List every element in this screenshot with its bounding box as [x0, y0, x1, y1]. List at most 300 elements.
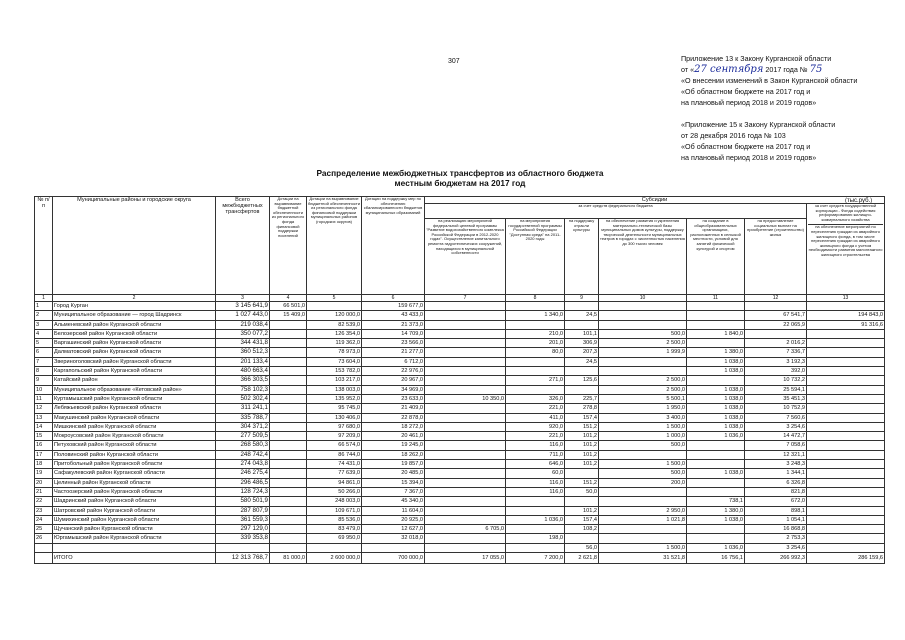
amount-cell: 2 500,0 [599, 385, 687, 394]
amount-cell: 221,0 [506, 432, 565, 441]
amount-cell: 1 500,0 [599, 543, 687, 552]
amount-cell [506, 302, 565, 311]
amount-cell: 711,0 [506, 450, 565, 459]
amount-cell: 7 560,6 [745, 413, 807, 422]
amount-cell [425, 497, 506, 506]
table-row [35, 543, 885, 552]
amount-cell [807, 469, 885, 478]
amount-cell: 128 724,3 [216, 487, 270, 496]
amount-cell: 16 756,1 [687, 553, 745, 564]
amount-cell: 266 992,3 [745, 553, 807, 564]
municipality-name: Мокроусовский район Курганской области [53, 432, 216, 441]
amount-cell: 360 512,3 [216, 348, 270, 357]
header-subsidies: Субсидии [425, 197, 885, 204]
amount-cell [506, 497, 565, 506]
amount-cell: 198,0 [506, 534, 565, 543]
amount-cell: 73 604,0 [307, 357, 362, 366]
row-number: 3 [35, 320, 53, 329]
amount-cell: 120 000,0 [307, 311, 362, 320]
amount-cell: 672,0 [745, 497, 807, 506]
amount-cell: 153 782,0 [307, 367, 362, 376]
amount-cell: 1 500,0 [599, 460, 687, 469]
amount-cell [270, 394, 307, 403]
amount-cell [425, 302, 506, 311]
amount-cell [687, 478, 745, 487]
amount-cell: 1 840,0 [687, 329, 745, 338]
amount-cell [807, 385, 885, 394]
table-row [35, 413, 885, 422]
amount-cell [425, 469, 506, 478]
amount-cell [270, 357, 307, 366]
amount-cell [425, 329, 506, 338]
amount-cell: 1 027 443,0 [216, 311, 270, 320]
amount-cell [565, 367, 599, 376]
amount-cell: 60,0 [506, 469, 565, 478]
row-number: 8 [35, 367, 53, 376]
amount-cell [599, 525, 687, 534]
amount-cell: 248 003,0 [307, 497, 362, 506]
table-row [35, 506, 885, 515]
row-number: 1 [35, 302, 53, 311]
amount-cell: 277 509,5 [216, 432, 270, 441]
amount-cell [506, 385, 565, 394]
amount-cell: 335 788,7 [216, 413, 270, 422]
amount-cell: 81 000,0 [270, 553, 307, 564]
municipality-name: Шумихинский район Курганской области [53, 515, 216, 524]
header-col-6: Дотации на поддержку мер по обеспечению сбалансированности бюджетов муниципальных образований [362, 197, 425, 295]
row-number: 15 [35, 432, 53, 441]
amount-cell: 24,5 [565, 357, 599, 366]
amount-cell: 138 003,0 [307, 385, 362, 394]
municipality-name: Щучанский район Курганской области [53, 525, 216, 534]
amount-cell [270, 376, 307, 385]
table-row [35, 450, 885, 459]
amount-cell: 1 500,0 [599, 422, 687, 431]
amount-cell: 2 500,0 [599, 376, 687, 385]
amount-cell: 23 633,0 [362, 394, 425, 403]
amount-cell: 366 303,5 [216, 376, 270, 385]
amount-cell [425, 376, 506, 385]
amount-cell [807, 525, 885, 534]
amount-cell [687, 450, 745, 459]
amount-cell: 210,0 [506, 329, 565, 338]
column-number: 13 [807, 295, 885, 302]
amount-cell [807, 534, 885, 543]
row-number: 9 [35, 376, 53, 385]
row-number [35, 553, 53, 564]
amount-cell: 12 321,1 [745, 450, 807, 459]
amount-cell [687, 339, 745, 348]
amount-cell: 1 000,0 [599, 432, 687, 441]
amount-cell: 1 036,0 [506, 515, 565, 524]
amount-cell [807, 394, 885, 403]
table-row [35, 534, 885, 543]
amount-cell: 32 018,0 [362, 534, 425, 543]
amount-cell [807, 339, 885, 348]
row-number: 12 [35, 404, 53, 413]
amount-cell: 3 145 641,9 [216, 302, 270, 311]
amount-cell: 31 521,8 [599, 553, 687, 564]
amount-cell [565, 302, 599, 311]
amount-cell [807, 460, 885, 469]
appendix-line: «Об областном бюджете на 2017 год и [681, 87, 811, 96]
row-number: 10 [35, 385, 53, 394]
amount-cell: 82 539,0 [307, 320, 362, 329]
amount-cell [425, 432, 506, 441]
amount-cell: 3 248,3 [745, 460, 807, 469]
amount-cell: 1 344,1 [745, 469, 807, 478]
amount-cell: 157,4 [565, 413, 599, 422]
municipality-name: ИТОГО [53, 553, 216, 564]
amount-cell [270, 469, 307, 478]
amount-cell [565, 320, 599, 329]
amount-cell [270, 441, 307, 450]
amount-cell [807, 506, 885, 515]
amount-cell: 20 925,0 [362, 515, 425, 524]
amount-cell: 1 036,0 [687, 543, 745, 552]
amount-cell: 225,7 [565, 394, 599, 403]
amount-cell [807, 413, 885, 422]
amount-cell: 326,0 [506, 394, 565, 403]
amount-cell [506, 506, 565, 515]
amount-cell: 821,8 [745, 487, 807, 496]
table-row [35, 422, 885, 431]
amount-cell: 361 559,3 [216, 515, 270, 524]
amount-cell: 7 336,7 [745, 348, 807, 357]
header-col-13-text: на обеспечение мероприятий по переселению граждан из аварийного жилищного фонда, в том числе переселению граждан из аварийного жилищного фонда с учетом необходимости развития малоэтажного жилищного строительства [808, 224, 883, 257]
amount-cell: 1 380,0 [687, 506, 745, 515]
municipality-name: Катайский район [53, 376, 216, 385]
appendix-line: на плановый период 2018 и 2019 годов» [681, 153, 817, 162]
amount-cell [270, 413, 307, 422]
table-row [35, 404, 885, 413]
amount-cell: 14 709,0 [362, 329, 425, 338]
amount-cell [425, 311, 506, 320]
amount-cell: 103 217,0 [307, 376, 362, 385]
amount-cell [270, 339, 307, 348]
amount-cell: 1 038,0 [687, 422, 745, 431]
amount-cell [270, 348, 307, 357]
table-row [35, 311, 885, 320]
column-number: 12 [745, 295, 807, 302]
amount-cell: 69 950,0 [307, 534, 362, 543]
amount-cell: 296 486,5 [216, 478, 270, 487]
appendix-line: «Об областном бюджете на 2017 год и [681, 142, 811, 151]
amount-cell: 1 038,0 [687, 357, 745, 366]
row-number: 26 [35, 534, 53, 543]
amount-cell: 311 241,1 [216, 404, 270, 413]
row-number: 4 [35, 329, 53, 338]
amount-cell: 200,0 [599, 478, 687, 487]
amount-cell: 20 461,0 [362, 432, 425, 441]
amount-cell [425, 478, 506, 487]
amount-cell [425, 422, 506, 431]
amount-cell [425, 404, 506, 413]
municipality-name: Каргапольский район Курганской области [53, 367, 216, 376]
municipality-name: Муниципальное образование «Кетовский район» [53, 385, 216, 394]
amount-cell [565, 385, 599, 394]
header-fund: за счет средств государственной корпорации - Фонда содействия реформированию жилищно-коммунального хозяйства [814, 203, 877, 222]
appendix-date-mid: 2017 года № [763, 65, 808, 74]
table-row [35, 497, 885, 506]
amount-cell [807, 422, 885, 431]
amount-cell: 392,0 [745, 367, 807, 376]
amount-cell: 101,2 [565, 441, 599, 450]
municipality-name: Белозерский район Курганской области [53, 329, 216, 338]
amount-cell [425, 506, 506, 515]
municipality-name: Мишкинский район Курганской области [53, 422, 216, 431]
amount-cell: 116,0 [506, 487, 565, 496]
header-col-8: на мероприятия государственной программы Российской Федерации "Доступная среда" на 2011-2020 годы [506, 219, 565, 295]
column-number: 9 [565, 295, 599, 302]
amount-cell [307, 302, 362, 311]
amount-cell: 580 501,9 [216, 497, 270, 506]
table-row [35, 460, 885, 469]
amount-cell: 19 245,0 [362, 441, 425, 450]
appendix-line: Приложение 13 к Закону Курганской области [681, 54, 832, 63]
amount-cell: 10 350,0 [425, 394, 506, 403]
header-col-9: на поддержку отрасли культуры [565, 219, 599, 295]
header-col-7: на реализацию мероприятий федеральной целевой программы "Развитие водохозяйственного комплекса Российской Федерации в 2012-2020 годах". Осуществление капитального ремонта гидротехнических сооружений, находящихся в муниципальной собственности [425, 219, 506, 295]
appendix-line: на плановый период 2018 и 2019 годов» [681, 98, 817, 107]
amount-cell: 6 326,8 [745, 478, 807, 487]
amount-cell: 130 406,0 [307, 413, 362, 422]
amount-cell [425, 515, 506, 524]
amount-cell: 304 371,2 [216, 422, 270, 431]
document-title [250, 168, 670, 188]
handwritten-number: 75 [809, 64, 823, 75]
amount-cell: 12 627,0 [362, 525, 425, 534]
amount-cell [807, 376, 885, 385]
amount-cell [599, 367, 687, 376]
row-number: 16 [35, 441, 53, 450]
amount-cell: 700 000,0 [362, 553, 425, 564]
amount-cell: 7 367,0 [362, 487, 425, 496]
amount-cell: 17 055,0 [425, 553, 506, 564]
amount-cell: 286 159,6 [807, 553, 885, 564]
row-number: 13 [35, 413, 53, 422]
amount-cell: 85 536,0 [307, 515, 362, 524]
table-row [35, 302, 885, 311]
municipality-name: Юргамышский район Курганской области [53, 534, 216, 543]
amount-cell [506, 357, 565, 366]
amount-cell [599, 320, 687, 329]
amount-cell: 74 431,0 [307, 460, 362, 469]
amount-cell [425, 339, 506, 348]
municipality-name: Альменевский район Курганской области [53, 320, 216, 329]
amount-cell: 1 036,0 [687, 432, 745, 441]
amount-cell: 135 952,0 [307, 394, 362, 403]
amount-cell [687, 320, 745, 329]
amount-cell: 24,5 [565, 311, 599, 320]
municipality-name: Варгашинский район Курганской области [53, 339, 216, 348]
amount-cell: 67 541,7 [745, 311, 807, 320]
amount-cell [270, 367, 307, 376]
amount-cell: 101,2 [565, 506, 599, 515]
transfers-table [34, 196, 885, 564]
amount-cell: 1 999,9 [599, 348, 687, 357]
header-federal: за счет средств федерального бюджета [425, 204, 807, 219]
column-number: 10 [599, 295, 687, 302]
amount-cell: 21 409,0 [362, 404, 425, 413]
row-number: 19 [35, 469, 53, 478]
table-row [35, 320, 885, 329]
amount-cell [565, 469, 599, 478]
amount-cell [807, 348, 885, 357]
amount-cell: 78 973,0 [307, 348, 362, 357]
column-number: 5 [307, 295, 362, 302]
amount-cell: 34 969,0 [362, 385, 425, 394]
amount-cell: 10 732,2 [745, 376, 807, 385]
amount-cell: 3 192,3 [745, 357, 807, 366]
page-number: 307 [448, 58, 460, 65]
row-number: 18 [35, 460, 53, 469]
amount-cell: 920,0 [506, 422, 565, 431]
amount-cell: 50 266,0 [307, 487, 362, 496]
amount-cell: 1 340,0 [506, 311, 565, 320]
amount-cell [425, 543, 506, 552]
amount-cell [807, 367, 885, 376]
municipality-name: Притобольный район Курганской области [53, 460, 216, 469]
amount-cell: 1 038,0 [687, 385, 745, 394]
amount-cell [425, 487, 506, 496]
appendix-line: от 28 декабря 2016 года № 103 [681, 131, 786, 140]
appendix-block [681, 53, 901, 163]
amount-cell [270, 404, 307, 413]
amount-cell [425, 450, 506, 459]
amount-cell: 1 038,0 [687, 394, 745, 403]
table-row [35, 515, 885, 524]
municipality-name: Куртамышский район Курганской области [53, 394, 216, 403]
amount-cell [270, 534, 307, 543]
amount-cell: 1 038,0 [687, 469, 745, 478]
amount-cell [216, 543, 270, 552]
amount-cell [425, 348, 506, 357]
amount-cell [506, 525, 565, 534]
amount-cell: 480 663,4 [216, 367, 270, 376]
amount-cell: 101,1 [565, 329, 599, 338]
amount-cell: 201 133,4 [216, 357, 270, 366]
table-row [35, 376, 885, 385]
amount-cell [425, 367, 506, 376]
amount-cell [807, 302, 885, 311]
amount-cell [425, 320, 506, 329]
column-number: 4 [270, 295, 307, 302]
amount-cell: 151,2 [565, 422, 599, 431]
municipality-name [53, 543, 216, 552]
amount-cell [270, 515, 307, 524]
amount-cell: 94 861,0 [307, 478, 362, 487]
handwritten-date: 27 сентября [694, 64, 764, 75]
amount-cell: 1 950,0 [599, 404, 687, 413]
amount-cell: 21 373,0 [362, 320, 425, 329]
amount-cell [687, 525, 745, 534]
header-col-13 [807, 204, 885, 295]
amount-cell [270, 543, 307, 552]
amount-cell [270, 385, 307, 394]
amount-cell [425, 534, 506, 543]
amount-cell: 2 621,8 [565, 553, 599, 564]
amount-cell: 2 016,2 [745, 339, 807, 348]
table-row [35, 525, 885, 534]
amount-cell: 125,6 [565, 376, 599, 385]
amount-cell: 15 409,0 [270, 311, 307, 320]
table-row [35, 348, 885, 357]
row-number: 25 [35, 525, 53, 534]
amount-cell: 22 878,0 [362, 413, 425, 422]
amount-cell: 18 262,0 [362, 450, 425, 459]
amount-cell [687, 441, 745, 450]
amount-cell: 21 277,0 [362, 348, 425, 357]
amount-cell [425, 460, 506, 469]
amount-cell [270, 506, 307, 515]
municipality-name: Макушинский район Курганской области [53, 413, 216, 422]
row-number: 14 [35, 422, 53, 431]
amount-cell: 95 745,0 [307, 404, 362, 413]
header-total: Всего межбюджетных трансфертов [216, 197, 270, 295]
amount-cell: 119 362,0 [307, 339, 362, 348]
amount-cell [270, 497, 307, 506]
amount-cell: 344 431,8 [216, 339, 270, 348]
column-number: 6 [362, 295, 425, 302]
amount-cell: 219 038,4 [216, 320, 270, 329]
amount-cell [270, 450, 307, 459]
amount-cell: 50,0 [565, 487, 599, 496]
municipality-name: Лебяжьевский район Курганской области [53, 404, 216, 413]
amount-cell: 11 604,0 [362, 506, 425, 515]
column-number: 1 [35, 295, 53, 302]
title-line-1: Распределение межбюджетных трансфертов из областного бюджета [316, 168, 604, 178]
header-col-11: на создание в общеобразовательных организациях, расположенных в сельской местности, условий для занятий физической культурой и спортом [687, 219, 745, 295]
unit-label: (тыс.руб.) [845, 198, 873, 204]
appendix-line: «Приложение 15 к Закону Курганской области [681, 120, 836, 129]
amount-cell [506, 543, 565, 552]
amount-cell [425, 413, 506, 422]
amount-cell: 20 485,0 [362, 469, 425, 478]
amount-cell: 16 868,8 [745, 525, 807, 534]
amount-cell: 116,0 [506, 441, 565, 450]
column-number: 11 [687, 295, 745, 302]
amount-cell: 6 705,0 [425, 525, 506, 534]
amount-cell: 97 209,0 [307, 432, 362, 441]
table-row [35, 329, 885, 338]
amount-cell: 108,2 [565, 525, 599, 534]
amount-cell: 1 038,0 [687, 404, 745, 413]
header-num: № п/п [35, 197, 53, 295]
amount-cell [807, 497, 885, 506]
amount-cell: 898,1 [745, 506, 807, 515]
appendix-date-line [681, 64, 901, 75]
amount-cell [807, 543, 885, 552]
amount-cell: 287 807,9 [216, 506, 270, 515]
amount-cell: 18 272,0 [362, 422, 425, 431]
amount-cell: 6 712,0 [362, 357, 425, 366]
amount-cell [270, 460, 307, 469]
amount-cell [807, 487, 885, 496]
amount-cell: 5 500,1 [599, 394, 687, 403]
amount-cell [599, 487, 687, 496]
amount-cell [599, 450, 687, 459]
amount-cell: 101,2 [565, 432, 599, 441]
amount-cell [425, 441, 506, 450]
amount-cell [425, 385, 506, 394]
amount-cell [807, 329, 885, 338]
row-number: 5 [35, 339, 53, 348]
amount-cell: 207,3 [565, 348, 599, 357]
amount-cell [506, 367, 565, 376]
amount-cell [807, 450, 885, 459]
amount-cell: 1 038,0 [687, 515, 745, 524]
